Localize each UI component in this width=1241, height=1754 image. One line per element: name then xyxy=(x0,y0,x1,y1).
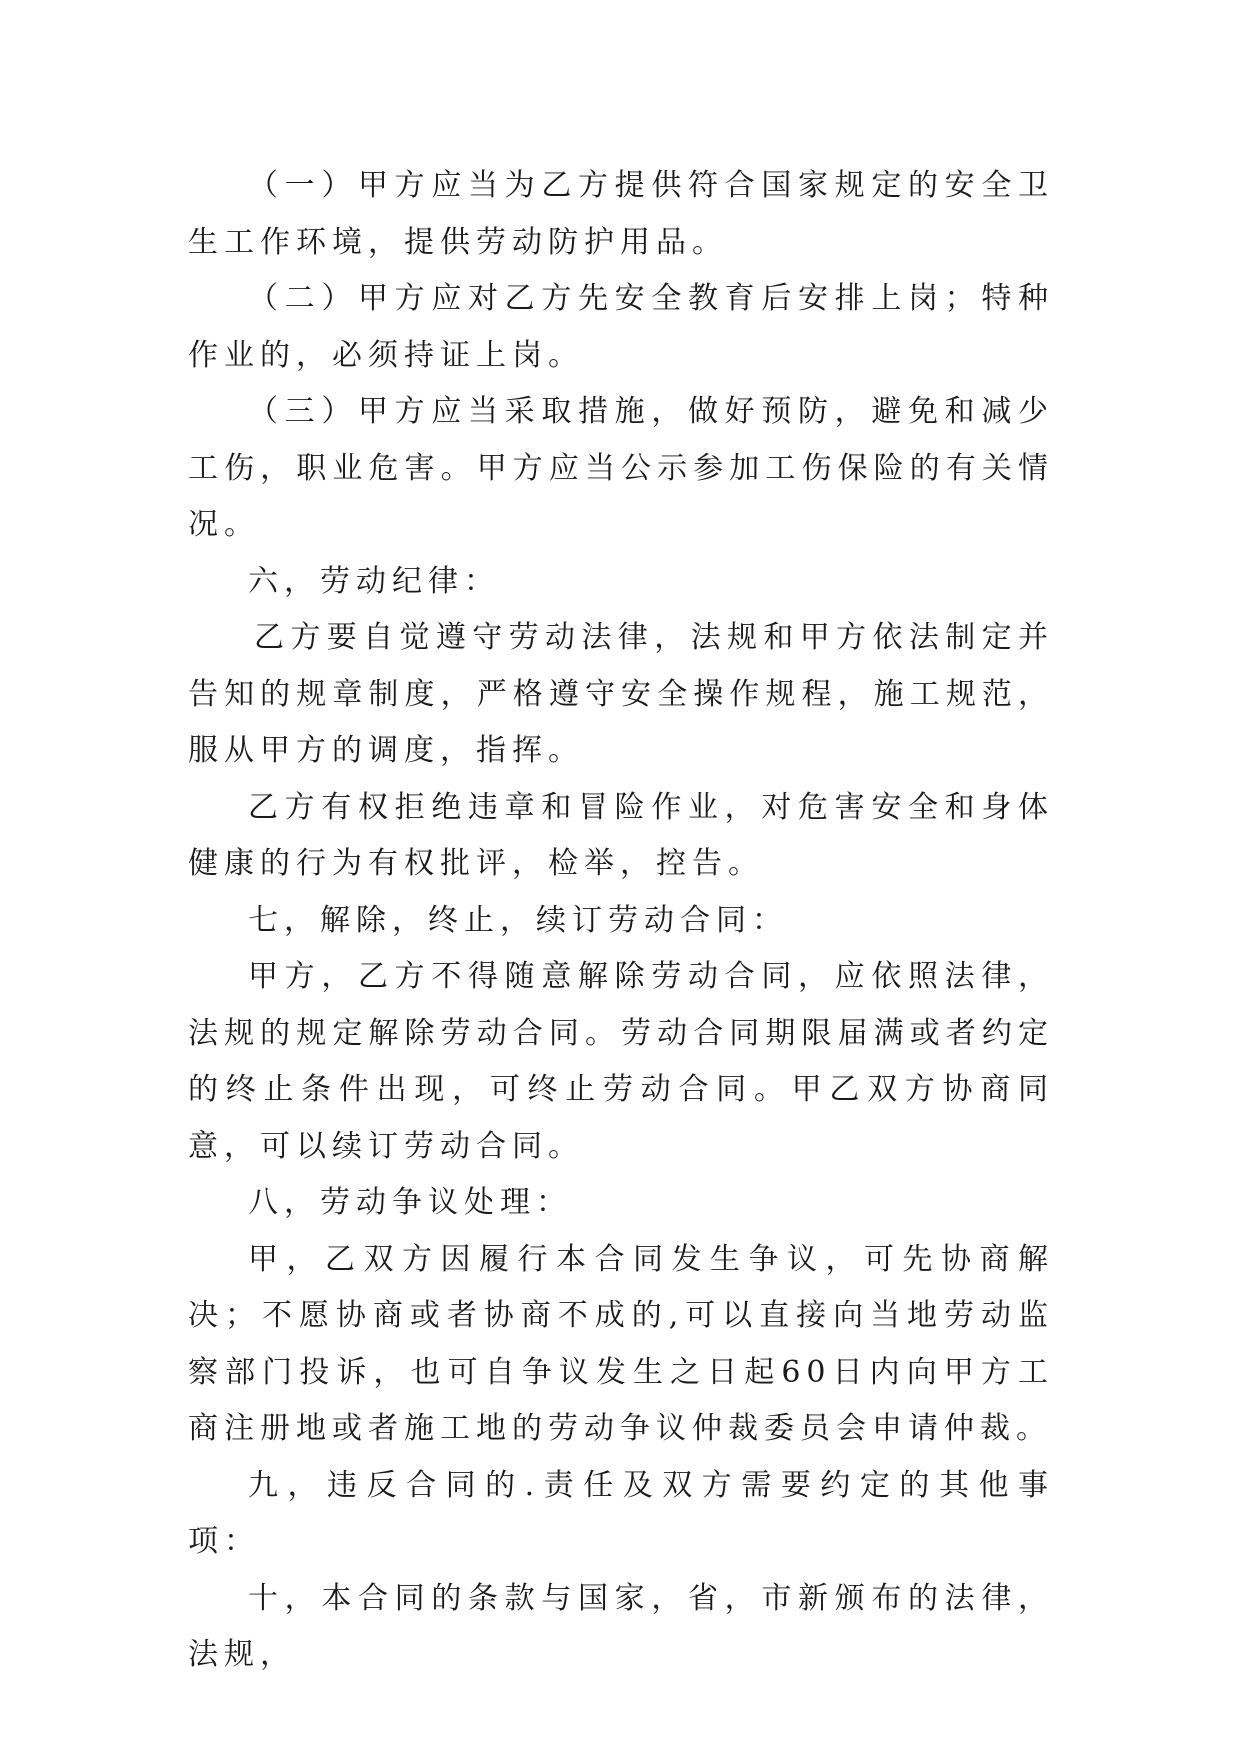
clause-compliance: 乙方要自觉遵守劳动法律，法规和甲方依法制定并告知的规章制度，严格遵守安全操作规程，施工规范，服从甲方的调度，指挥。 xyxy=(188,620,1054,768)
clause-safety-environment: （一）甲方应当为乙方提供符合国家规定的安全卫生工作环境，提供劳动防护用品。 xyxy=(188,168,1054,260)
section-heading-applicable-law: 十，本合同的条款与国家，省，市新颁布的法律，法规， xyxy=(188,1580,1054,1672)
clause-termination: 甲方，乙方不得随意解除劳动合同，应依照法律，法规的规定解除劳动合同。劳动合同期限届满或者约定的终止条件出现，可终止劳动合同。甲乙双方协商同意，可以续订劳动合同。 xyxy=(188,959,1054,1164)
section-heading-dispute: 八，劳动争议处理： xyxy=(248,1185,572,1220)
section-heading-termination: 七，解除，终止，续订劳动合同： xyxy=(248,902,788,938)
clause-right-to-refuse: 乙方有权拒绝违章和冒险作业，对危害安全和身体健康的行为有权批评，检举，控告。 xyxy=(188,789,1054,881)
document-body xyxy=(188,158,1054,1684)
clause-safety-education: （二）甲方应对乙方先安全教育后安排上岗；特种作业的，必须持证上岗。 xyxy=(188,281,1054,373)
clause-injury-prevention: （三）甲方应当采取措施，做好预防，避免和减少工伤，职业危害。甲方应当公示参加工伤保险的有关情况。 xyxy=(188,394,1054,542)
clause-dispute-resolution: 甲，乙双方因履行本合同发生争议，可先协商解决；不愿协商或者协商不成的,可以直接向当地劳动监察部门投诉，也可自争议发生之日起60日内向甲方工商注册地或者施工地的劳动争议仲裁委员会申请仲裁。 xyxy=(188,1241,1054,1446)
section-heading-liability: 九，违反合同的.责任及双方需要约定的其他事项： xyxy=(188,1467,1054,1559)
section-heading-labor-discipline: 六，劳动纪律： xyxy=(248,563,500,599)
